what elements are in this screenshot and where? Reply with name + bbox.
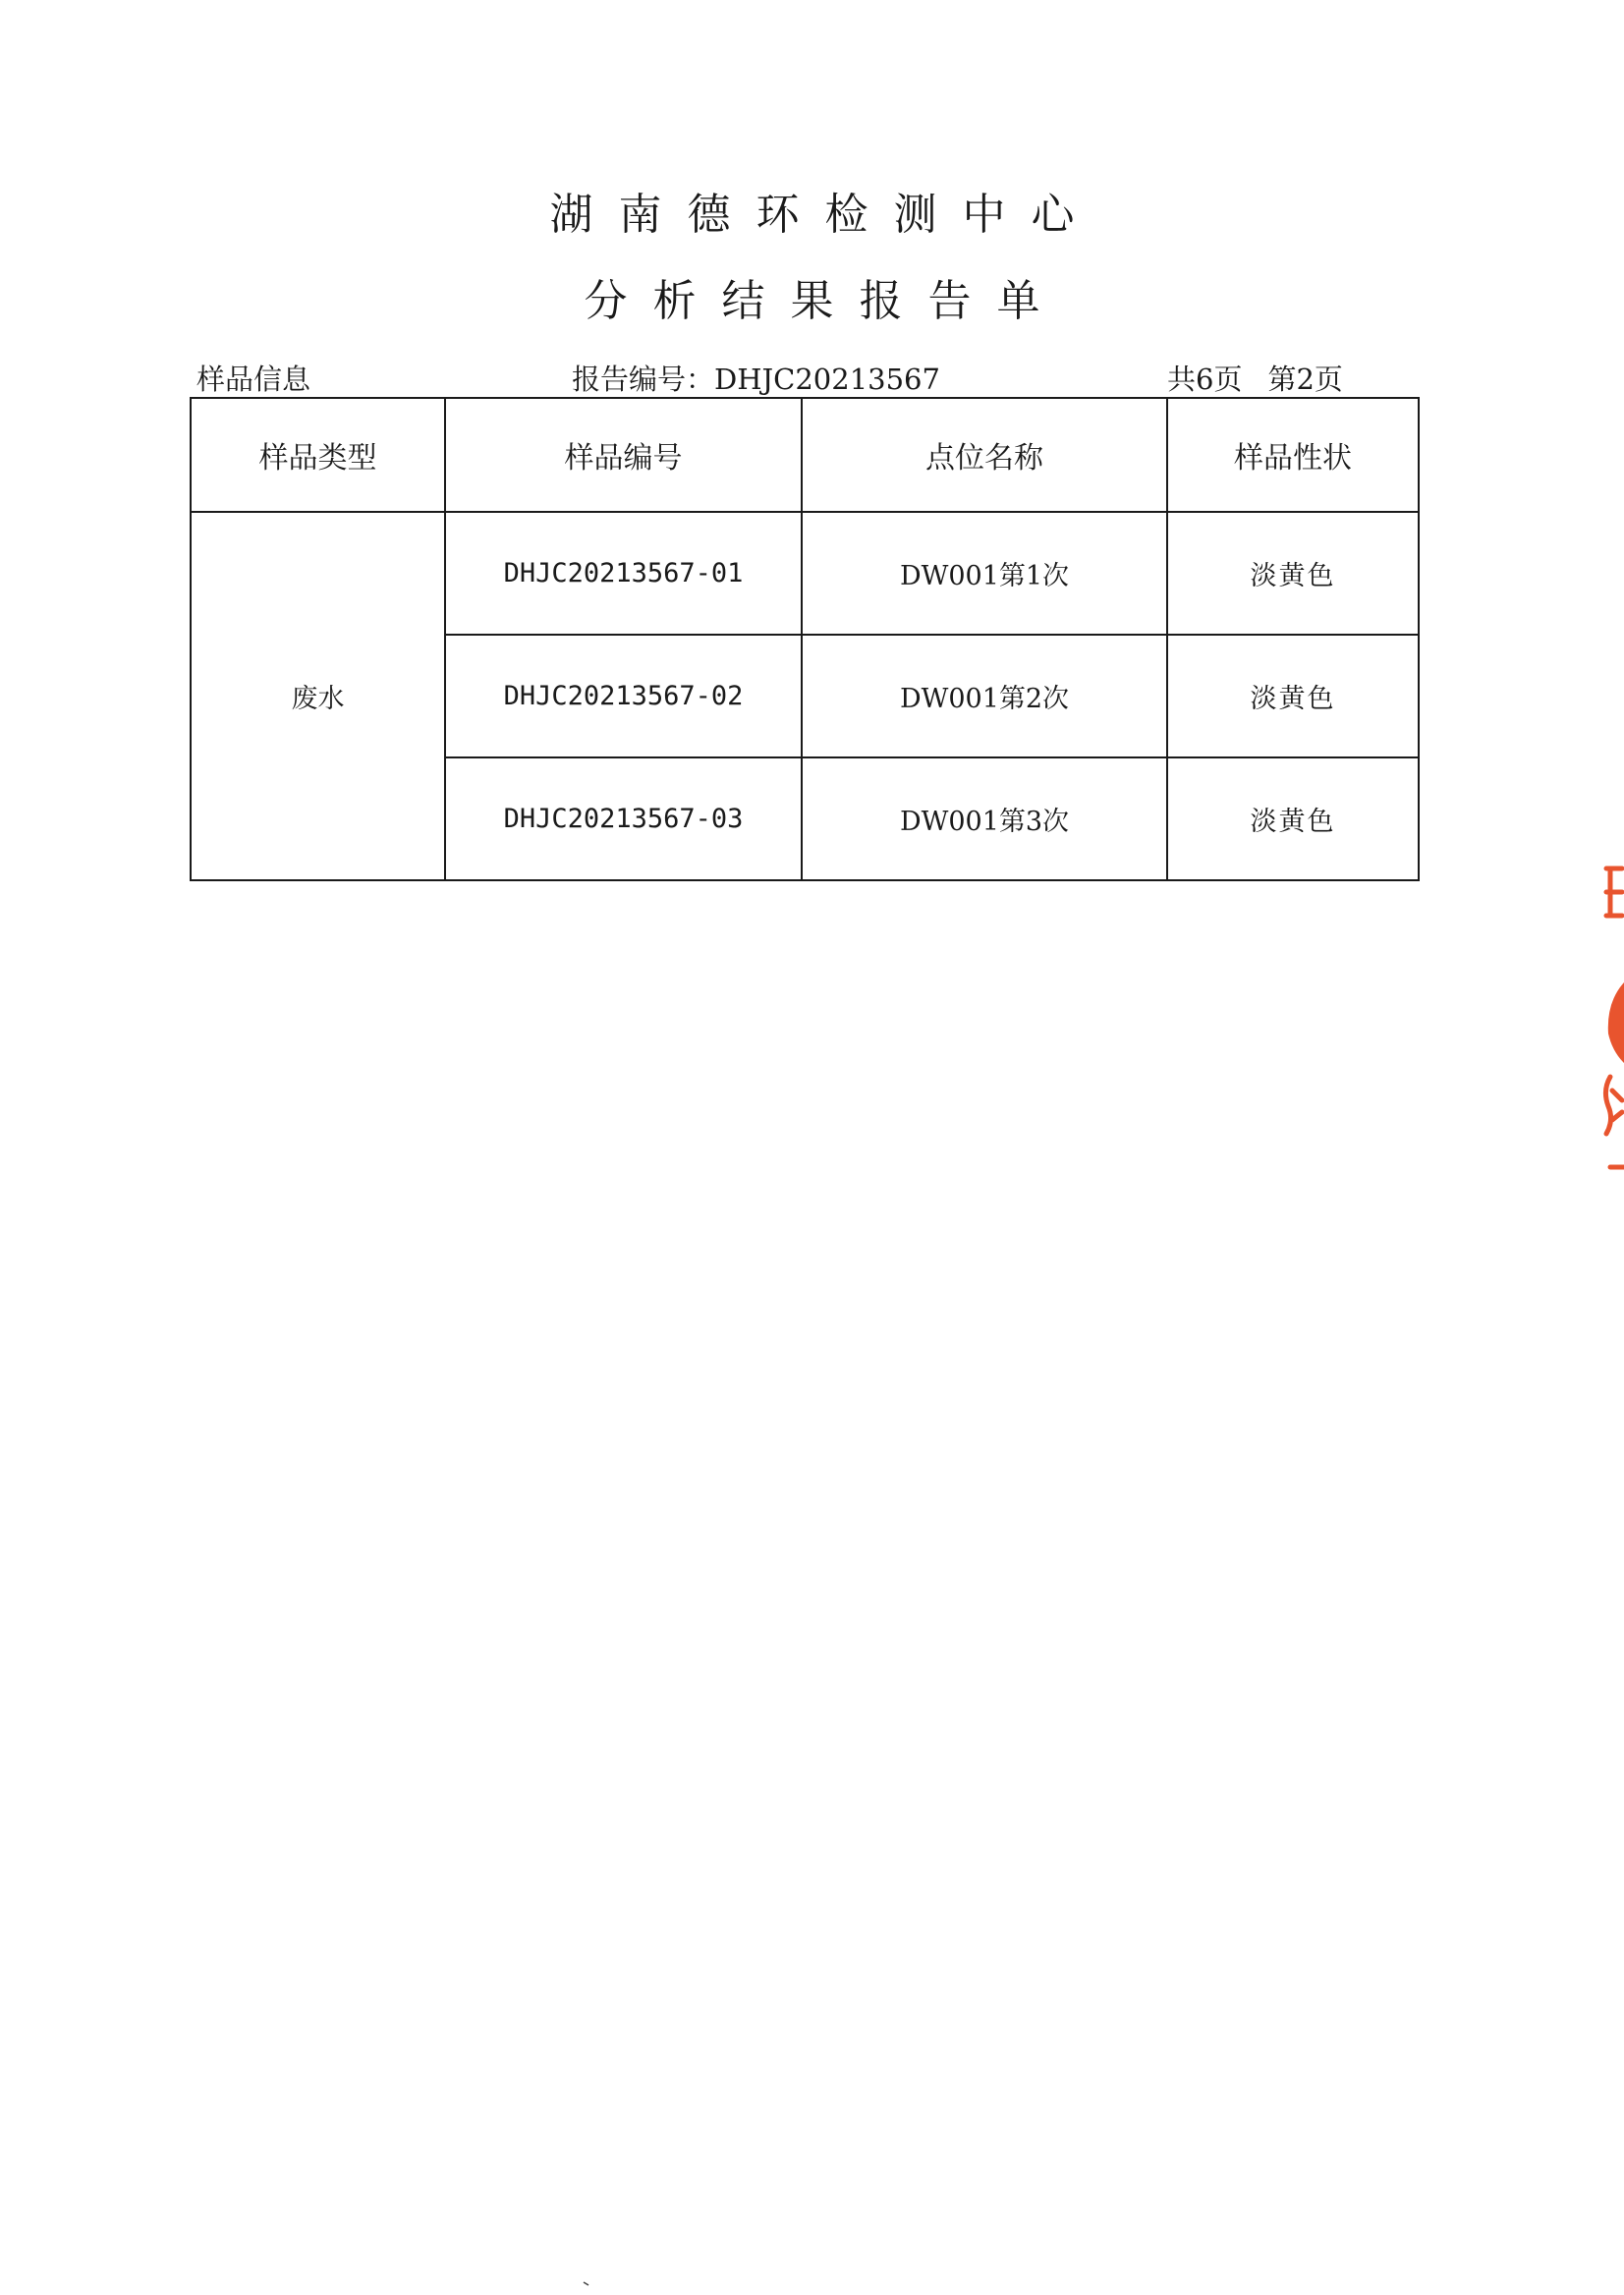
appearance-cell: 淡黄色 [1167,512,1419,635]
sample-type-cell: 废水 [191,512,445,880]
appearance-cell: 淡黄色 [1167,635,1419,757]
column-header-location: 点位名称 [802,398,1167,512]
appearance-cell: 淡黄色 [1167,757,1419,880]
location-cell: DW001第2次 [802,635,1167,757]
table-header-row [191,398,1419,512]
scan-mark [583,2281,590,2287]
report-number: 报告编号：DHJC20213567 [572,363,940,396]
total-pages: 共6页 [1167,363,1243,396]
sample-info-table [190,397,1420,881]
sample-number-cell: DHJC20213567-02 [445,635,802,757]
location-cell: DW001第3次 [802,757,1167,880]
sample-number-cell: DHJC20213567-01 [445,512,802,635]
column-header-sample-number: 样品编号 [445,398,802,512]
report-title: 分析结果报告单 [584,276,1066,326]
table-row [191,512,1419,635]
column-header-appearance: 样品性状 [1167,398,1419,512]
location-cell: DW001第1次 [802,512,1167,635]
current-page: 第2页 [1267,363,1343,396]
organization-title: 湖南德环检测中心 [549,190,1100,240]
seal-stamp-edge [1596,855,1624,1179]
column-header-sample-type: 样品类型 [191,398,445,512]
page-indicator [1167,358,1343,398]
section-label: 样品信息 [196,363,311,396]
sample-number-cell: DHJC20213567-03 [445,757,802,880]
